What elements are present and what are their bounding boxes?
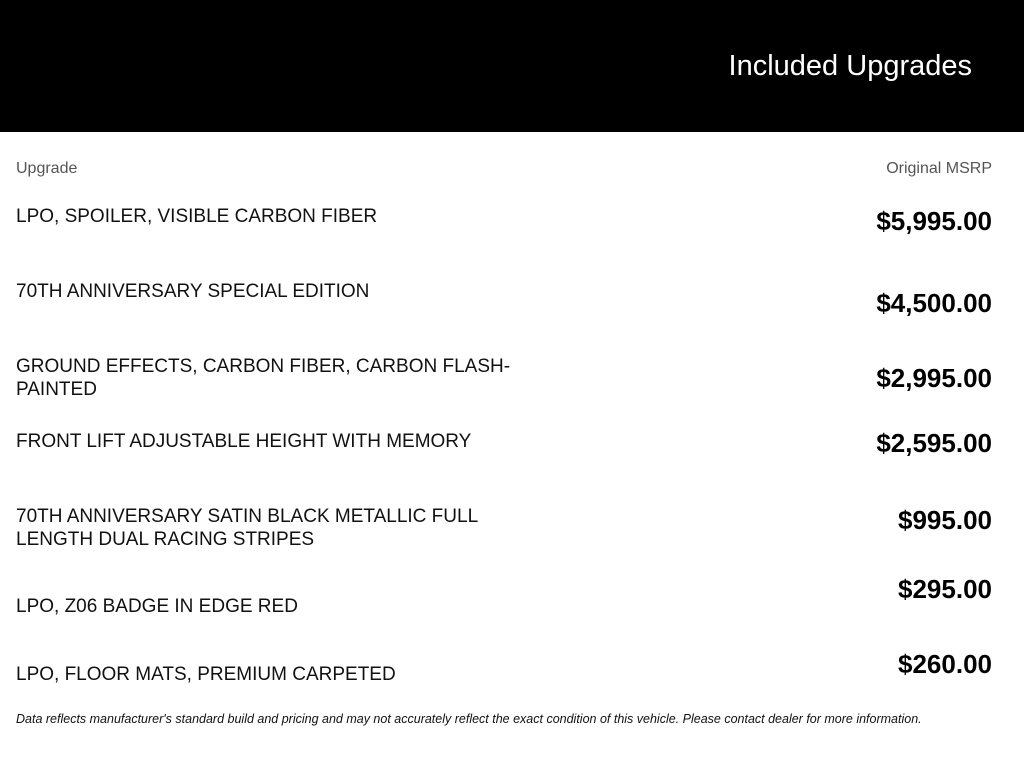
upgrade-row [16, 430, 992, 497]
upgrade-price: $260.00 [898, 649, 992, 679]
upgrade-name: 70TH ANNIVERSARY SPECIAL EDITION [16, 281, 370, 302]
upgrade-row [16, 280, 992, 347]
upgrade-row [16, 574, 992, 647]
upgrade-row [16, 205, 992, 272]
upgrade-price: $995.00 [898, 505, 992, 535]
upgrade-name: GROUND EFFECTS, CARBON FIBER, CARBON FLASH-PAINTED [16, 356, 511, 400]
upgrade-price: $295.00 [898, 574, 992, 604]
column-header-msrp: Original MSRP [886, 160, 992, 177]
disclaimer-note: Data reflects manufacturer's standard build and pricing and may not accurately reflect the exact condition of this vehicle. Please contact dealer for more information. [16, 712, 922, 726]
upgrade-name: LPO, SPOILER, VISIBLE CARBON FIBER [16, 206, 378, 227]
upgrade-price: $5,995.00 [876, 206, 992, 236]
upgrade-row [16, 505, 992, 572]
column-headers [16, 160, 992, 180]
upgrade-row [16, 355, 992, 422]
upgrade-price: $2,995.00 [876, 363, 992, 393]
upgrade-name: FRONT LIFT ADJUSTABLE HEIGHT WITH MEMORY [16, 431, 472, 452]
column-header-upgrade: Upgrade [16, 160, 78, 177]
header-banner [0, 0, 1024, 132]
upgrade-name: LPO, FLOOR MATS, PREMIUM CARPETED [16, 664, 396, 685]
upgrade-name: 70TH ANNIVERSARY SATIN BLACK METALLIC FULL LENGTH DUAL RACING STRIPES [16, 506, 478, 550]
upgrade-price: $2,595.00 [876, 428, 992, 458]
upgrade-price: $4,500.00 [876, 288, 992, 318]
page-title: Included Upgrades [728, 50, 972, 82]
upgrade-name: LPO, Z06 BADGE IN EDGE RED [16, 596, 298, 617]
upgrades-list [16, 205, 992, 730]
